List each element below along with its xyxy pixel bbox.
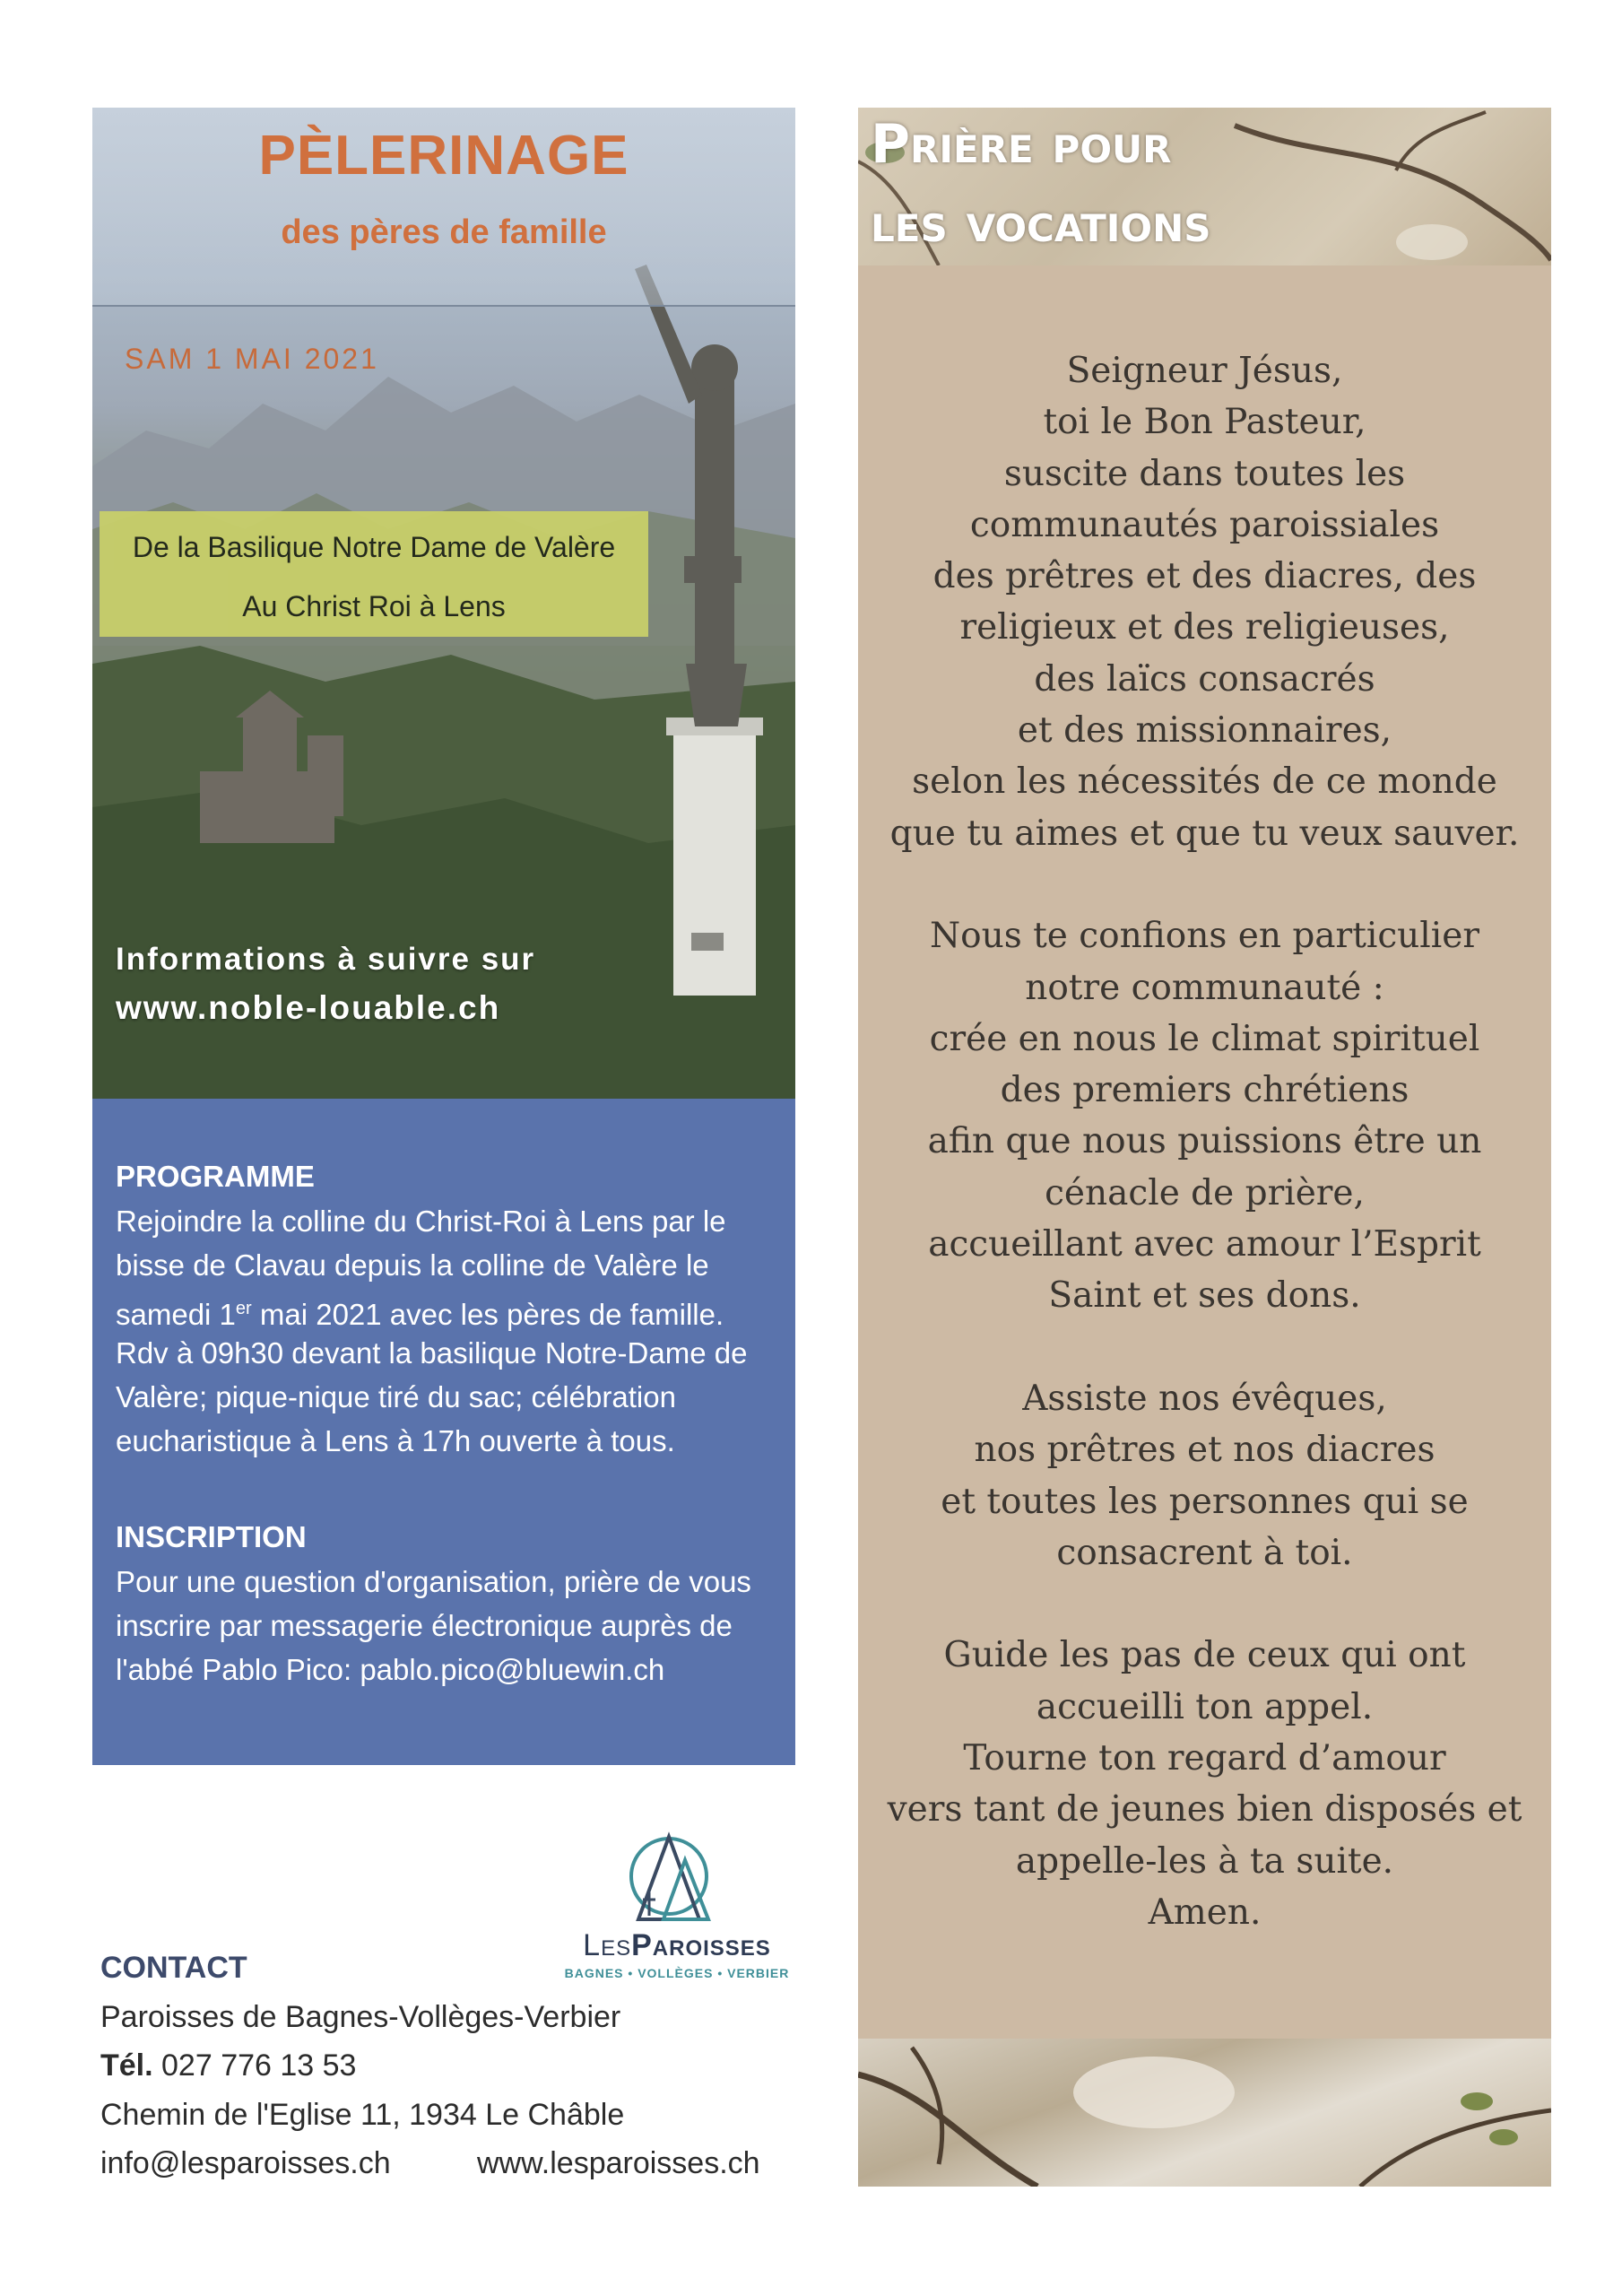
programme-panel [92,1099,795,1765]
programme-heading: PROGRAMME [116,1160,315,1193]
programme-line: eucharistique à Lens à 17h ouverte à tous. [116,1424,675,1457]
prayer-line: crée en nous le climat spirituel [929,1018,1480,1059]
branch-decoration [858,2039,1551,2187]
prayer-title-line1: Prière pour [871,113,1172,176]
prayer-line: et des missionnaires, [1017,710,1392,752]
inscription-line: inscrire par messagerie électronique auprès de [116,1609,733,1642]
stanza-gap [858,1322,1551,1373]
prayer-line: des laïcs consacrés [1034,658,1375,700]
prayer-line: accueillant avec amour l’Esprit [928,1224,1481,1265]
contact-organization: Paroisses de Bagnes-Vollèges-Verbier [100,2000,621,2034]
route-box [100,511,648,637]
prayer-line: des prêtres et des diacres, des [932,556,1477,597]
prayer-line: accueilli ton appel. [1036,1686,1374,1727]
prayer-title-line2: les vocations [871,192,1211,255]
programme-line: Valère; pique-nique tiré du sac; célébration [116,1380,676,1413]
inscription-heading: INSCRIPTION [116,1520,307,1553]
prayer-line: Amen. [1148,1892,1262,1933]
inscription-contact-line[interactable]: l'abbé Pablo Pico: pablo.pico@bluewin.ch [116,1653,665,1686]
prayer-line: vers tant de jeunes bien disposés et [887,1789,1522,1831]
prayer-line: Seigneur Jésus, [1066,351,1343,391]
contact-address: Chemin de l'Eglise 11, 1934 Le Châble [100,2098,625,2132]
route-to: Au Christ Roi à Lens [242,590,506,622]
flyer-subtitle: des pères de famille [281,213,607,251]
logo-tagline: BAGNES • VOLLÈGES • VERBIER [564,1966,790,1980]
event-date: SAM 1 MAI 2021 [125,343,379,375]
programme-line: bisse de Clavau depuis la colline de Valère le [116,1248,709,1282]
prayer-line: Saint et ses dons. [1048,1275,1361,1317]
prayer-line: notre communauté : [1025,967,1384,1008]
prayer-line: suscite dans toutes les [1003,453,1406,494]
prayer-card [858,108,1551,2187]
mountain-cross-icon [556,1830,798,1928]
contact-email-link[interactable]: info@lesparoisses.ch [100,2146,391,2180]
prayer-line: appelle-les à ta suite. [1015,1840,1394,1882]
prayer-text [858,345,1551,1938]
contact-heading: CONTACT [100,1951,247,1985]
prayer-line: Guide les pas de ceux qui ont [943,1635,1466,1676]
contact-phone: Tél. 027 776 13 53 [100,2048,357,2083]
prayer-line: religieux et des religieuses, [959,607,1450,648]
prayer-line: que tu aimes et que tu veux sauver. [889,813,1520,854]
pilgrimage-flyer-image [92,108,795,1099]
prayer-line: des premiers chrétiens [1000,1070,1409,1111]
prayer-footer-image [858,2039,1551,2187]
prayer-line: et toutes les personnes qui se [941,1481,1469,1522]
prayer-line: Nous te confions en particulier [930,916,1479,957]
programme-line: Rdv à 09h30 devant la basilique Notre-Dame de [116,1336,748,1370]
inscription-line: Pour une question d'organisation, prière de vous [116,1565,751,1598]
programme-line: Rejoindre la colline du Christ-Roi à Lens par le [116,1205,726,1238]
stanza-gap [858,1578,1551,1630]
prayer-line: nos prêtres et nos diacres [974,1430,1436,1471]
prayer-line: consacrent à toi. [1056,1532,1353,1573]
prayer-line: Assiste nos évêques, [1022,1378,1387,1419]
stanza-gap [858,859,1551,910]
prayer-line: selon les nécessités de ce monde [912,761,1497,803]
prayer-line: toi le Bon Pasteur, [1043,402,1366,443]
prayer-line: afin que nous puissions être un [927,1121,1482,1162]
prayer-line: communautés paroissiales [969,504,1440,545]
flyer-title: PÈLERINAGE [258,125,629,187]
info-website-link[interactable]: www.noble-louable.ch [116,989,501,1026]
prayer-line: Tourne ton regard d’amour [963,1738,1446,1779]
contact-website-link[interactable]: www.lesparoisses.ch [477,2146,760,2180]
route-from: De la Basilique Notre Dame de Valère [132,531,616,563]
info-label: Informations à suivre sur [116,942,536,977]
programme-line: samedi 1er mai 2021 avec les pères de famille. [116,1298,724,1331]
logo-wordmark: LesParoisses [583,1928,771,1962]
title-band [92,108,795,307]
prayer-header-image [858,108,1551,265]
prayer-line: cénacle de prière, [1045,1172,1365,1213]
